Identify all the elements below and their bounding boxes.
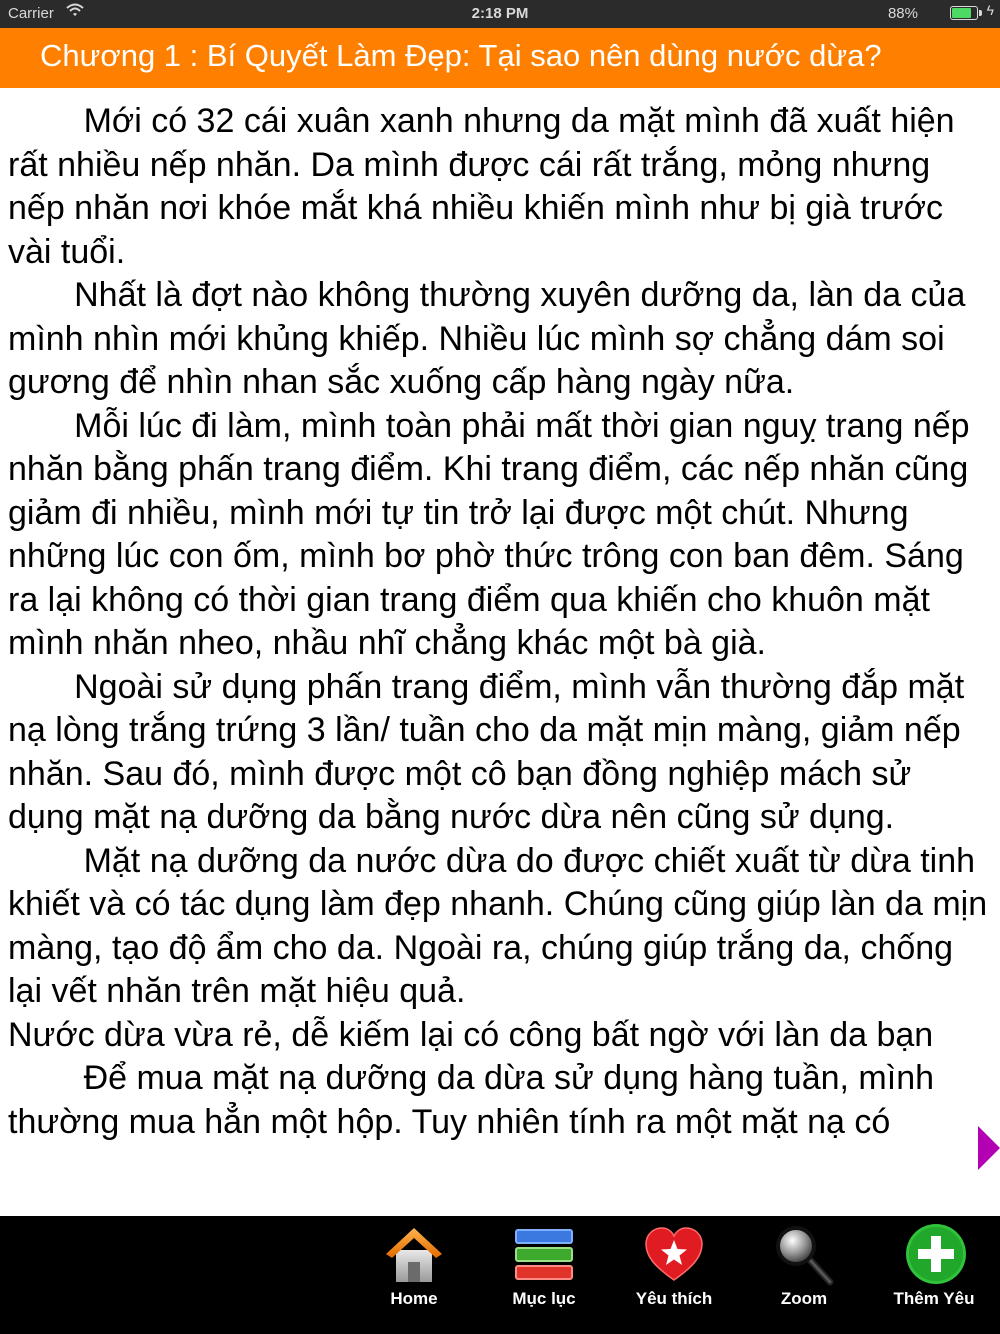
chapter-header [0, 28, 1000, 88]
paragraph: Nhất là đợt nào không thường xuyên dưỡng da, làn da của mình nhìn mới khủng khiếp. Nhiều lúc mình sợ chẳng dám soi gương để nhìn nhan sắc xuống cấp hàng ngày nữa. [8, 276, 975, 401]
heart-star-icon [644, 1224, 704, 1286]
article-body[interactable] [8, 100, 997, 1216]
battery-icon [950, 6, 978, 20]
table-of-contents-button[interactable] [479, 1216, 609, 1334]
zoom-button[interactable] [739, 1216, 869, 1334]
carrier-label: Carrier [8, 5, 54, 22]
home-button[interactable] [349, 1216, 479, 1334]
favorites-label: Yêu thích [635, 1289, 713, 1308]
next-page-arrow-icon[interactable] [978, 1126, 1000, 1170]
clock: 2:18 PM [471, 5, 529, 22]
chapter-title: Chương 1 : Bí Quyết Làm Đẹp: Tại sao nên dùng nước dừa? [40, 38, 882, 73]
add-favorite-button[interactable] [869, 1216, 999, 1334]
status-bar [0, 0, 1000, 28]
paragraph: Mặt nạ dưỡng da nước dừa do được chiết xuất từ dừa tinh khiết và có tác dụng làm đẹp nhanh. Chúng cũng giúp làn da mịn màng, tạo độ ẩm cho da. Ngoài ra, chúng giúp trắng da, chống lại vết nhăn trên mặt hiệu quả. [8, 841, 997, 1010]
plus-icon [904, 1224, 964, 1286]
favorites-button[interactable] [609, 1216, 739, 1334]
paragraph: Ngoài sử dụng phấn trang điểm, mình vẫn thường đắp mặt nạ lòng trắng trứng 3 lần/ tuần cho da mặt mịn màng, giảm nếp nhăn. Sau đó, mình được một cô bạn đồng nghiệp mách sử dụng mặt nạ dưỡng da bằng nước dừa nên cũng sử dụng. [8, 667, 974, 836]
home-label: Home [390, 1289, 438, 1308]
table-of-contents-label: Mục lục [512, 1289, 576, 1308]
bottom-toolbar [0, 1216, 1000, 1334]
list-icon [514, 1224, 574, 1286]
charging-icon: ϟ [986, 2, 994, 18]
battery-percent: 88% [887, 5, 918, 22]
home-icon [384, 1224, 444, 1286]
magnifier-icon [774, 1224, 834, 1286]
paragraph: Mỗi lúc đi làm, mình toàn phải mất thời gian nguỵ trang nếp nhăn bằng phấn trang điểm. Khi trang điểm, các nếp nhăn cũng giảm đi nhiều, mình mới tự tin trở lại được một chút. Nhưng những lúc con ốm, mình bơ phờ thức trông con ban đêm. Sáng ra lại không có thời gian trang điểm qua khiến cho khuôn mặt mình nhăn nheo, nhầu nhĩ chẳng khác một bà già. [8, 406, 980, 662]
paragraph: Nước dừa vừa rẻ, dễ kiếm lại có công bất ngờ với làn da bạn [8, 1015, 934, 1054]
paragraph: Để mua mặt nạ dưỡng da dừa sử dụng hàng tuần, mình thường mua hẳn một hộp. Tuy nhiên tính ra một mặt nạ có [8, 1059, 944, 1141]
add-favorite-label: Thêm Yêu [893, 1289, 975, 1308]
zoom-label: Zoom [780, 1289, 828, 1308]
paragraph: Mới có 32 cái xuân xanh nhưng da mặt mình đã xuất hiện rất nhiều nếp nhăn. Da mình được cái rất trắng, mỏng nhưng nếp nhăn nơi khóe mắt khá nhiều khiến mình như bị già trước vài tuổi. [8, 102, 965, 271]
